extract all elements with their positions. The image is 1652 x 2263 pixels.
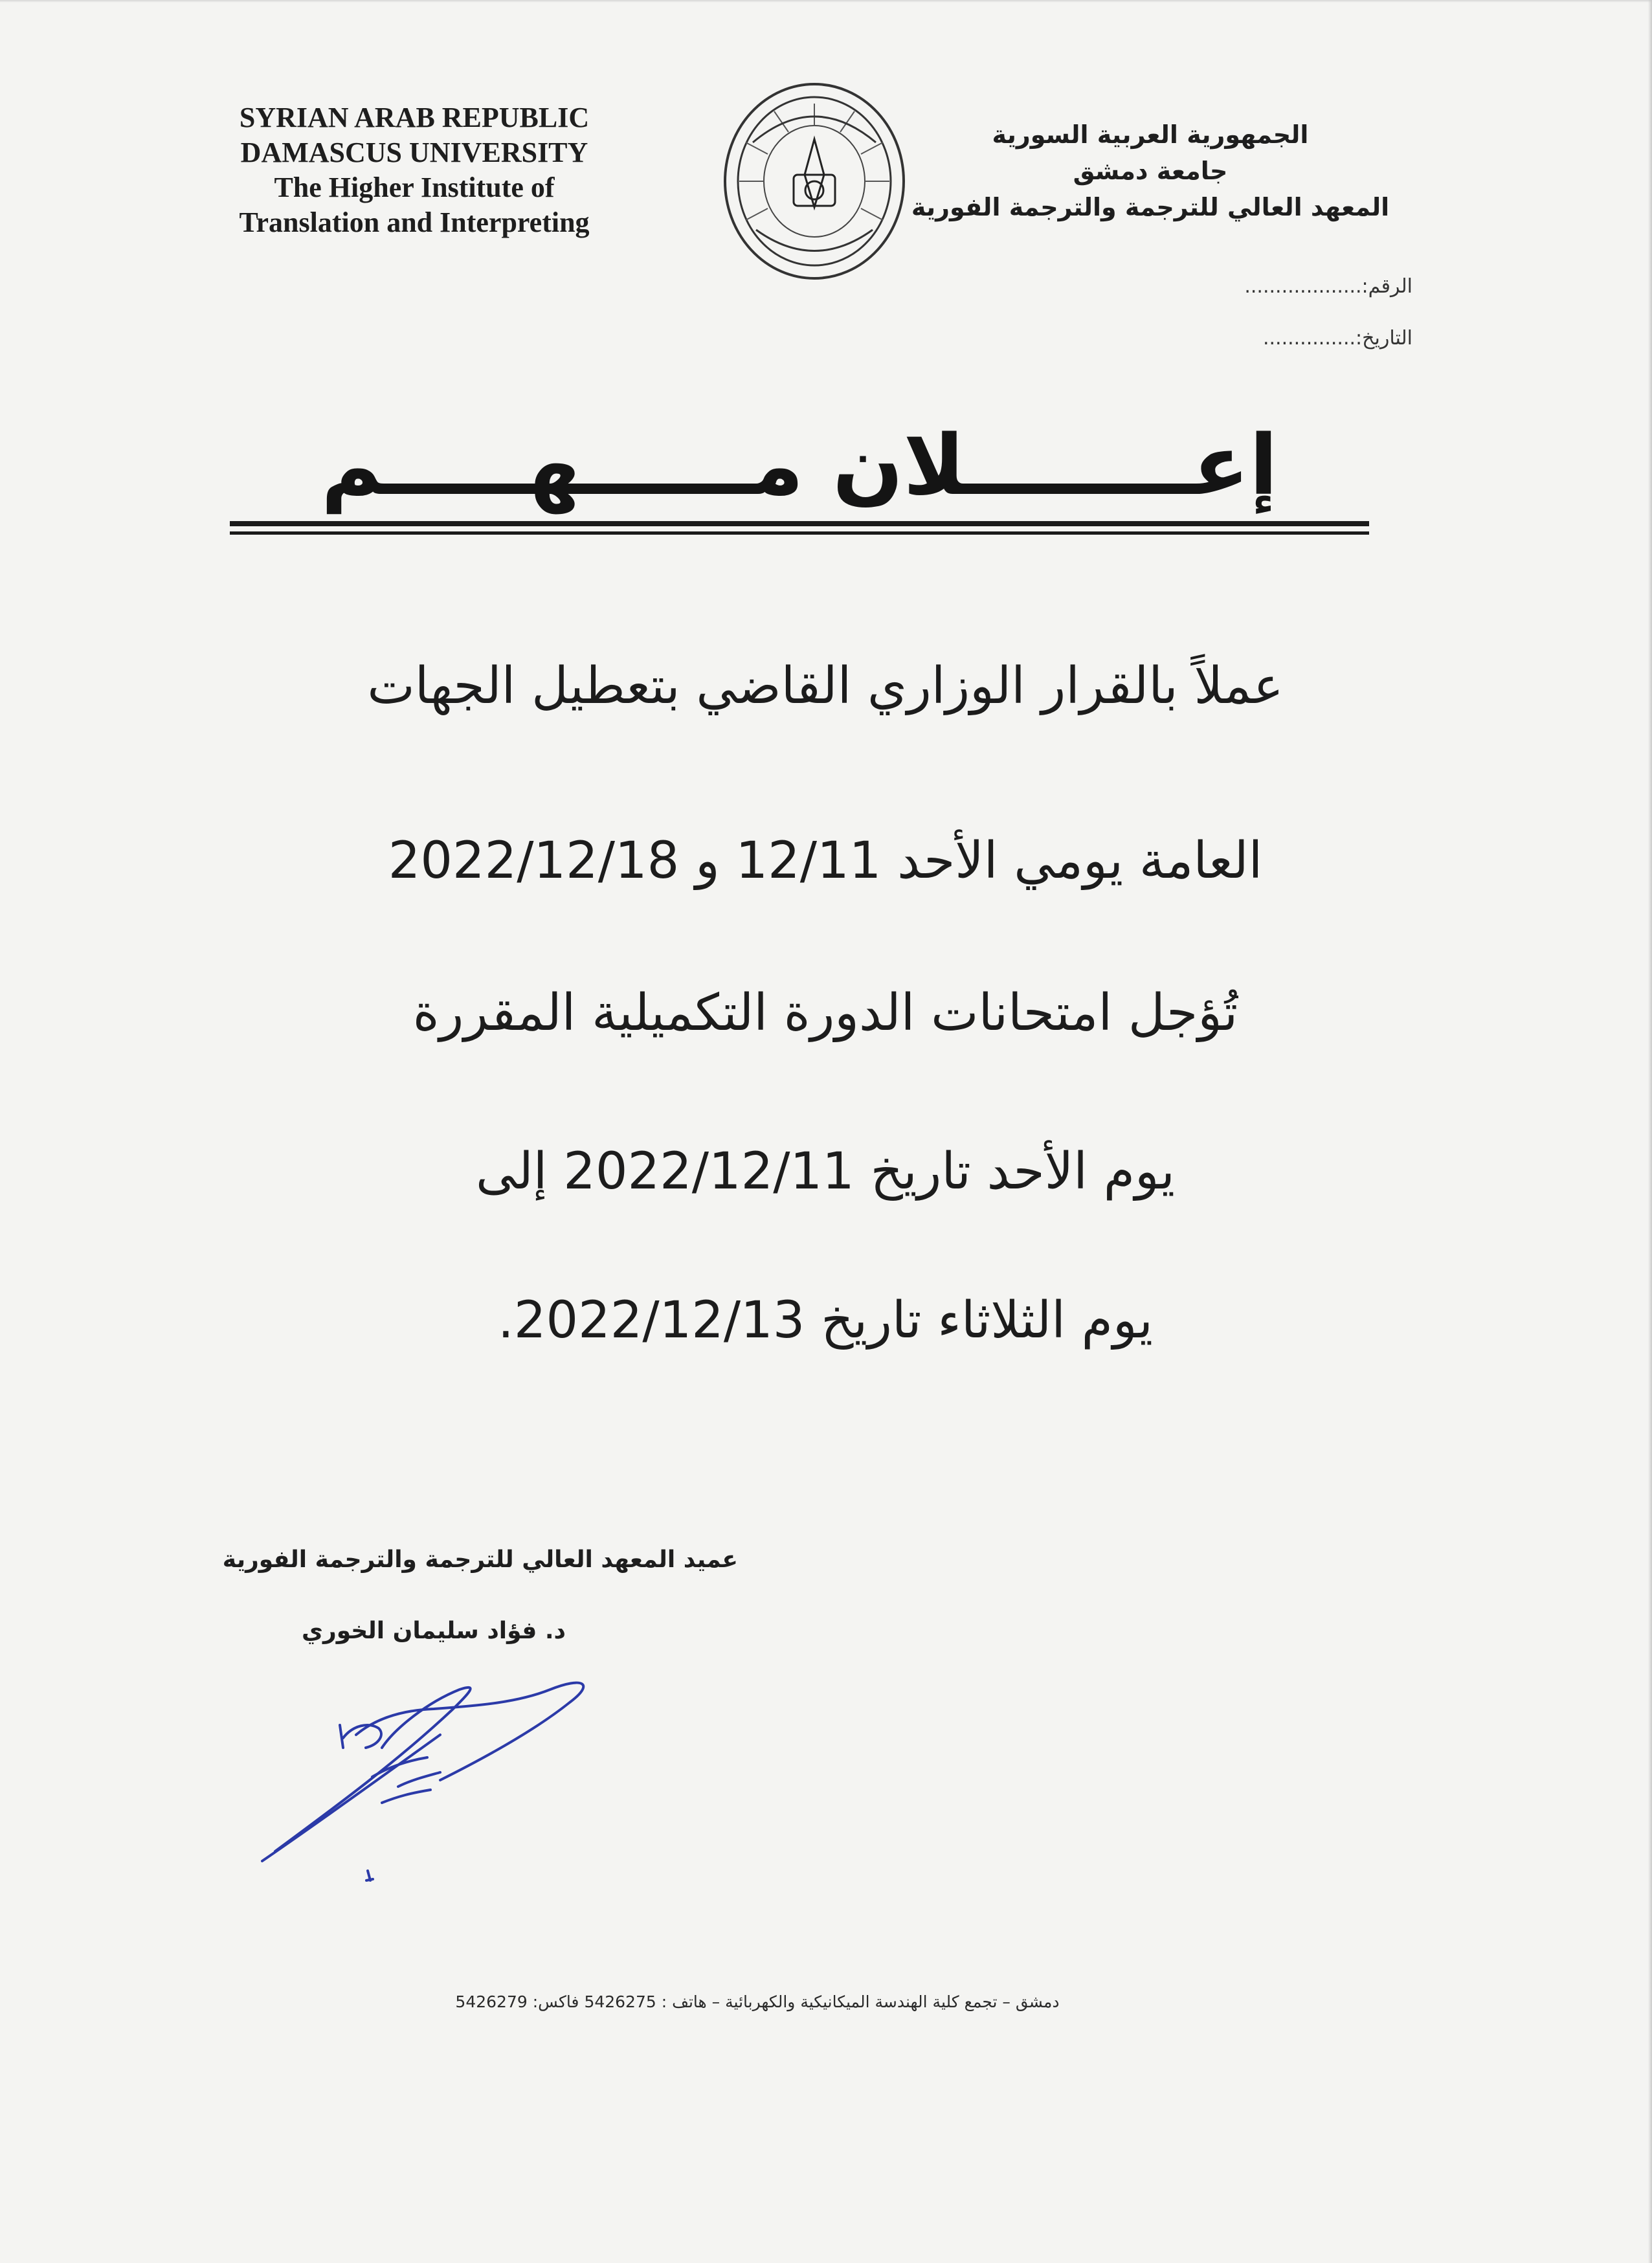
arabic-letterhead-line: المعهد العالي للترجمة والترجمة الفورية (911, 193, 1390, 221)
reference-date-field: التاريخ:............... (1262, 327, 1412, 350)
arabic-letterhead (885, 117, 1416, 225)
title-underline (230, 531, 1369, 535)
english-letterhead (214, 100, 615, 240)
english-letterhead-line: SYRIAN ARAB REPUBLIC (239, 102, 590, 133)
handwritten-signature-icon (246, 1664, 634, 1935)
english-letterhead-line: The Higher Institute of (274, 172, 555, 203)
university-seal-icon (717, 78, 911, 285)
announcement-body-line: يوم الأحد تاريخ 2022/12/11 إلى (475, 1143, 1176, 1201)
arabic-letterhead-line: الجمهورية العربية السورية (992, 120, 1309, 149)
announcement-body-line: تُؤجل امتحانات الدورة التكميلية المقررة (412, 984, 1238, 1042)
arabic-letterhead-line: جامعة دمشق (1073, 157, 1228, 185)
announcement-body-line: يوم الثلاثاء تاريخ 2022/12/13. (498, 1291, 1153, 1350)
reference-number-field: الرقم:................... (1244, 275, 1412, 298)
announcement-body-line: العامة يومي الأحد 12/11 و 2022/12/18 (388, 832, 1263, 890)
footer-address: دمشق – تجمع كلية الهندسة الميكانيكية والكهربائية – هاتف : 5426275 فاكس: 5426279 (455, 1992, 1060, 2011)
signatory-title: عميد المعهد العالي للترجمة والترجمة الفورية (222, 1546, 738, 1573)
scan-edge-right (1648, 0, 1652, 2263)
signatory-name: د. فؤاد سليمان الخوري (302, 1618, 566, 1644)
english-letterhead-line: DAMASCUS UNIVERSITY (240, 137, 588, 168)
scan-edge-top (0, 0, 1652, 3)
title-underline (230, 521, 1369, 526)
announcement-title: إعــــــــلان مــــــهـــــم (321, 418, 1278, 514)
english-letterhead-line: Translation and Interpreting (239, 206, 590, 238)
announcement-body-line: عملاً بالقرار الوزاري القاضي بتعطيل الجهات (367, 657, 1284, 715)
